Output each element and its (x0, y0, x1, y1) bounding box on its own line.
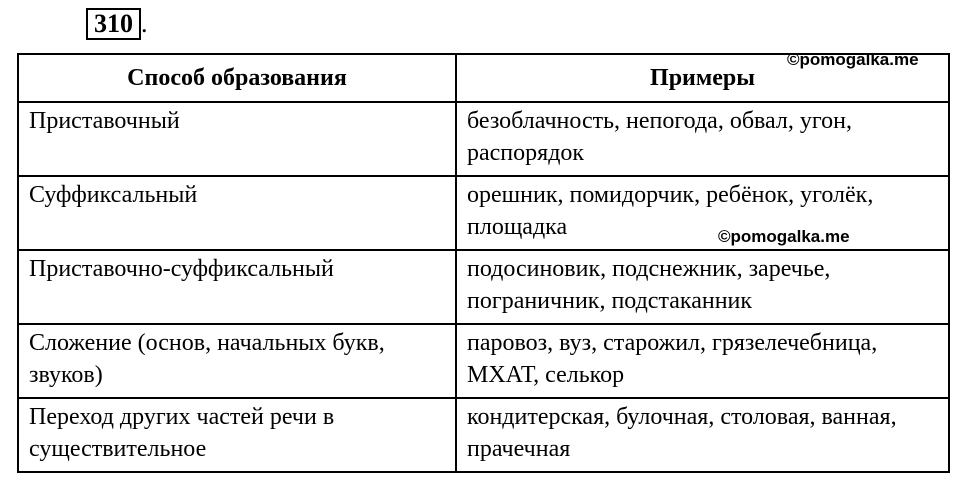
examples-cell: паровоз, вуз, старожил, грязелечебница, МХАТ, селькор (456, 324, 949, 398)
table-row (18, 324, 949, 398)
method-cell: Приставочно-суффиксальный (18, 250, 456, 324)
watermark-top: ©pomogalka.me (787, 50, 919, 69)
exercise-number (86, 8, 148, 40)
column-header-method: Способ образования (18, 54, 456, 102)
examples-cell: подосиновик, подснежник, заречье, пограничник, подстаканник (456, 250, 949, 324)
exercise-number-dot: . (141, 9, 148, 38)
column-header-examples: Примеры (456, 54, 949, 102)
watermark-middle: ©pomogalka.me (718, 227, 850, 246)
table-row (18, 250, 949, 324)
method-cell: Приставочный (18, 102, 456, 176)
table-row (18, 398, 949, 472)
method-cell: Сложение (основ, начальных букв, звуков) (18, 324, 456, 398)
exercise-number-box: 310 (86, 8, 141, 40)
method-cell: Суффиксальный (18, 176, 456, 250)
method-cell: Переход других частей речи в существительное (18, 398, 456, 472)
examples-cell: безоблачность, непогода, обвал, угон, распорядок (456, 102, 949, 176)
examples-cell: кондитерская, булочная, столовая, ванная, прачечная (456, 398, 949, 472)
word-formation-table (17, 53, 950, 473)
table-row (18, 102, 949, 176)
examples-cell: орешник, помидорчик, ребёнок, уголёк, площадка (456, 176, 949, 250)
